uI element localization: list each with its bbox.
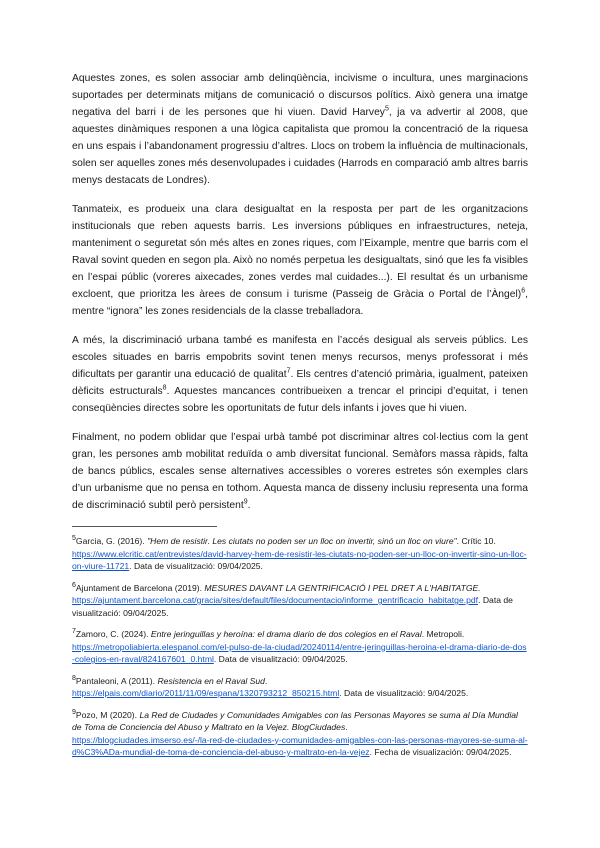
paragraph-text: , ja va advertir al 2008, que aquestes dinàmiques responen a una lògica capitalista que promou la concentració de la riquesa en uns espais i l’abandonament progressiu d’altres. Llocs on trobem la influència de multinacionals, solen ser aquelles zones més desenvolupades i cuidades (Harrods en comparació amb altres barris menys destacats de Londres).: [72, 107, 528, 186]
footnote-number: 5: [72, 535, 76, 543]
footnote-work-title: Resistencia en el Raval Sud: [157, 675, 265, 686]
footnote-reference: 5: [384, 105, 389, 113]
footnote: [72, 582, 528, 620]
footnote: [72, 535, 528, 573]
footnote-source: . Crític 10.: [456, 536, 496, 546]
footnote-link[interactable]: https://blogciudades.imserso.es/-/la-red-de-ciudades-y-comunidades-amigables-con-las-personas-mayores-se-suma-al-d%C3%ADa-mundial-de-toma-de-conciencia-del-abuso-y-maltrato-en-la-vejez: [72, 734, 528, 757]
paragraph-text: Finalment, no podem oblidar que l’espai urbà també pot discriminar altres col·lectius com la gent gran, les persones amb mobilitat reduïda o amb diversitat funcional. Semàfors massa ràpids, falta de bancs públics, escales sense alternatives accessibles o voreres estretes són exemples clars d’un urbanisme que no pensa en tothom. Aquesta manca de disseny inclusiu representa una forma de discriminació subtil però persistent: [72, 432, 528, 511]
paragraph-text: , mentre “ignora” les zones residencials de la classe treballadora.: [72, 289, 528, 317]
footnote-visualization-date: . Data de visualització: 09/04/2025.: [72, 595, 513, 618]
paragraph-text: Aquestes zones, es solen associar amb delinqüència, incivisme o incultura, unes marginacions suportades per determinats mitjans de comunicació o discursos polítics. Això genera una imatge negativa del barri i de les persones que hi viuen. David Harvey: [72, 73, 528, 118]
footnote-citation: Pantaleoni, A (2011).: [75, 675, 158, 686]
footnote-source: .: [264, 675, 268, 686]
body-paragraph: [72, 429, 528, 514]
paragraph-text: . Els centres d’atenció primària, igualment, pateixen dèficits estructurals: [72, 369, 528, 397]
footnote-reference: 9: [243, 498, 248, 506]
footnote-link[interactable]: https://ajuntament.barcelona.cat/gracia/sites/default/files/documentacio/informe_gentrificacio_habitatge.pdf: [72, 595, 479, 605]
footnote-visualization-date: . Data de visualització: 9/04/2025.: [339, 688, 469, 698]
body-paragraph: [72, 70, 528, 189]
footnote-number: 8: [72, 674, 76, 682]
footnote-link[interactable]: https://www.elcritic.cat/entrevistes/david-harvey-hem-de-resistir-les-ciutats-no-poden-ser-un-lloc-on-invertir-sino-un-lloc-on-viure-11721: [72, 548, 527, 571]
footnote-work-title: "Hem de resistir. Les ciutats no poden ser un lloc on invertir, sinó un lloc on viure": [147, 536, 457, 546]
footnote-citation: Pozo, M (2020).: [75, 709, 140, 720]
footnote-separator: [72, 526, 217, 527]
footnote-link[interactable]: https://elpais.com/diario/2011/11/09/espana/1320793212_850215.html: [72, 688, 340, 698]
body-text: [72, 70, 528, 514]
footnote-reference: 8: [162, 384, 167, 392]
paragraph-text: . Aquestes mancances contribueixen a trencar el principi d’equitat, i tenen conseqüències directes sobre les oportunitats de futur dels infants i joves que hi viuen.: [72, 386, 528, 414]
footnote-work-title: Entre jeringuillas y heroína: el drama diario de dos colegios en el Raval: [150, 629, 422, 639]
paragraph-text: A més, la discriminació urbana també es manifesta en l’accés desigual als serveis públics. Les escoles situades en barris empobrits sovint tenen menys recursos, menys professorat i més dificultats per garantir una educació de qualitat: [72, 335, 528, 380]
footnote-visualization-date: . Data de visualització: 09/04/2025.: [129, 561, 263, 571]
footnote-number: 7: [72, 628, 76, 636]
footnote-number: 6: [72, 581, 76, 589]
body-paragraph: [72, 332, 528, 417]
paragraph-text: .: [247, 500, 251, 511]
footnote: [72, 675, 528, 700]
footnote-reference: 6: [521, 287, 526, 295]
footnote-citation: Ajuntament de Barcelona (2019).: [75, 582, 205, 593]
footnote-reference: 7: [286, 367, 291, 375]
document-page: [72, 70, 528, 768]
footnote-work-title: La Red de Ciudades y Comunidades Amigables con las Personas Mayores se suma al Día Mundial de Toma de Conciencia del Abuso y Maltrato en la Vejez. BlogCiudades: [72, 709, 518, 732]
footnote-source: . Metropoli.: [421, 629, 465, 639]
footnote-work-title: MESURES DAVANT LA GENTRIFICACIÓ I PEL DRET A L'HABITATGE.: [204, 582, 481, 593]
footnote-link[interactable]: https://metropoliabierta.elespanol.com/el-pulso-de-la-ciudad/20240114/entre-jeringuillas-heroina-el-drama-diario-de-dos-colegios-en-raval/824167601_0.html: [72, 641, 527, 664]
footnote-citation: Garcia, G. (2016).: [75, 536, 148, 546]
footnote-visualization-date: . Data de visualització: 09/04/2025.: [213, 654, 348, 664]
paragraph-text: Tanmateix, es produeix una clara desigualtat en la resposta per part de les organitzacions institucionals que reben aquests barris. Les inversions públiques en infraestructures, neteja, manteniment o seguretat són més altes en zones riques, com l’Eixample, mentre que barris com el Raval sovint queden en segon pla. Això no només perpetua les desigualtats, sinó que les fa visibles en l’espai públic (voreres aixecades, zones verdes mal cuidades...). El resultat és un urbanisme excloent, que prioritza les àrees de consum i turisme (Passeig de Gràcia o Portal de l’Àngel): [72, 204, 528, 300]
footnotes: [72, 535, 528, 759]
footnote: [72, 628, 528, 666]
footnote: [72, 709, 528, 759]
footnote-source: .: [345, 722, 348, 732]
footnote-number: 9: [72, 708, 76, 716]
body-paragraph: [72, 201, 528, 320]
footnote-citation: Zamoro, C. (2024).: [75, 629, 151, 639]
footnote-visualization-date: . Fecha de visualización: 09/04/2025.: [369, 747, 512, 757]
